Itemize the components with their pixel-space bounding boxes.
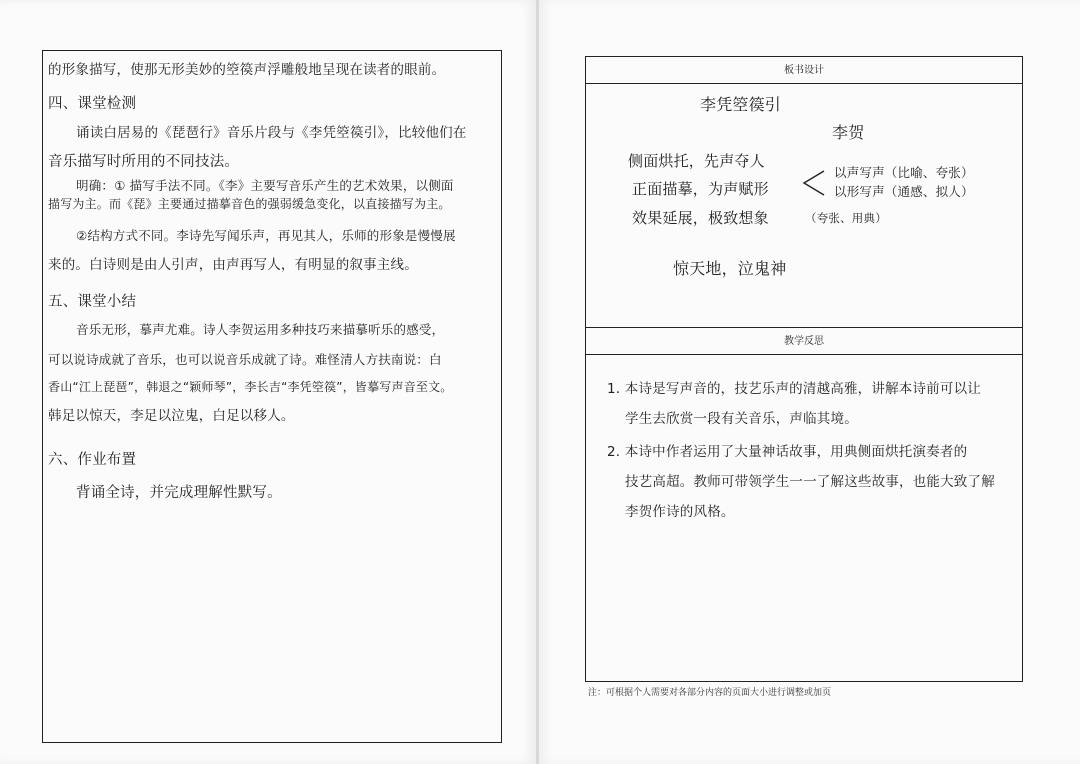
left-line: 诵读白居易的《琵琶行》音乐片段与《李凭箜篌引》，比较他们在	[76, 125, 467, 141]
board-row-effect: 效果延展，极致想象	[632, 209, 769, 227]
section-heading: 五、课堂小结	[48, 294, 137, 310]
board-sub-item: 以声写声（比喻、夸张）	[834, 165, 974, 180]
board-sub-item: 以形写声（通感、拟人）	[834, 184, 974, 199]
left-line: 音乐无形，摹声尤难。诗人李贺运用多种技巧来描摹听乐的感受，	[76, 322, 445, 337]
left-line: 香山“江上琵琶”，韩退之“颖师琴”，李长吉“李凭箜篌”，皆摹写声音至文。	[48, 380, 453, 394]
section-heading: 六、作业布置	[48, 452, 137, 468]
teaching-reflection-header: 教学反思	[586, 328, 1022, 355]
footnote: 注：可根据个人需要对各部分内容的页面大小进行调整或加页	[588, 688, 832, 698]
reflection-line: 学生去欣赏一段有关音乐，声临其境。	[625, 411, 858, 427]
board-row-side: 侧面烘托，先声夺人	[628, 152, 765, 170]
board-design-header: 板书设计	[586, 57, 1022, 84]
reflection-line: 技艺高超。教师可带领学生一一了解这些故事，也能大致了解	[625, 474, 995, 490]
left-line: 明确：① 描写手法不同。《李》主要写音乐产生的艺术效果，以侧面	[76, 178, 454, 193]
board-author: 李贺	[832, 123, 865, 142]
angle-bracket-icon	[800, 168, 828, 198]
left-line: 背诵全诗，并完成理解性默写。	[76, 485, 282, 501]
board-row-effect-note: （夸张、用典）	[805, 211, 887, 225]
left-line: 可以说诗成就了音乐，也可以说音乐成就了诗。难怪清人方扶南说：白	[48, 352, 442, 367]
board-conclusion: 惊天地，泣鬼神	[673, 259, 787, 278]
left-line: 描写为主。而《琵》主要通过描摹音色的强弱缓急变化，以直接描写为主。	[48, 197, 451, 211]
left-line: ②结构方式不同。李诗先写闻乐声，再见其人，乐师的形象是慢慢展	[76, 228, 456, 243]
reflection-line: 2. 本诗中作者运用了大量神话故事，用典侧面烘托演奏者的	[607, 444, 968, 460]
left-line: 的形象描写，使那无形美妙的箜篌声浮雕般地呈现在读者的眼前。	[48, 62, 446, 78]
board-title: 李凭箜篌引	[700, 95, 782, 114]
left-line: 音乐描写时所用的不同技法。	[48, 154, 240, 170]
left-line: 韩足以惊天，李足以泣鬼，白足以移人。	[48, 408, 295, 424]
board-row-front: 正面描摹，为声赋形	[632, 180, 769, 198]
left-line: 来的。白诗则是由人引声，由声再写人，有明显的叙事主线。	[48, 257, 418, 273]
reflection-line: 1. 本诗是写声音的，技艺乐声的清越高雅，讲解本诗前可以让	[607, 381, 981, 397]
reflection-line: 李贺作诗的风格。	[625, 504, 735, 520]
section-heading: 四、课堂检测	[48, 96, 137, 112]
